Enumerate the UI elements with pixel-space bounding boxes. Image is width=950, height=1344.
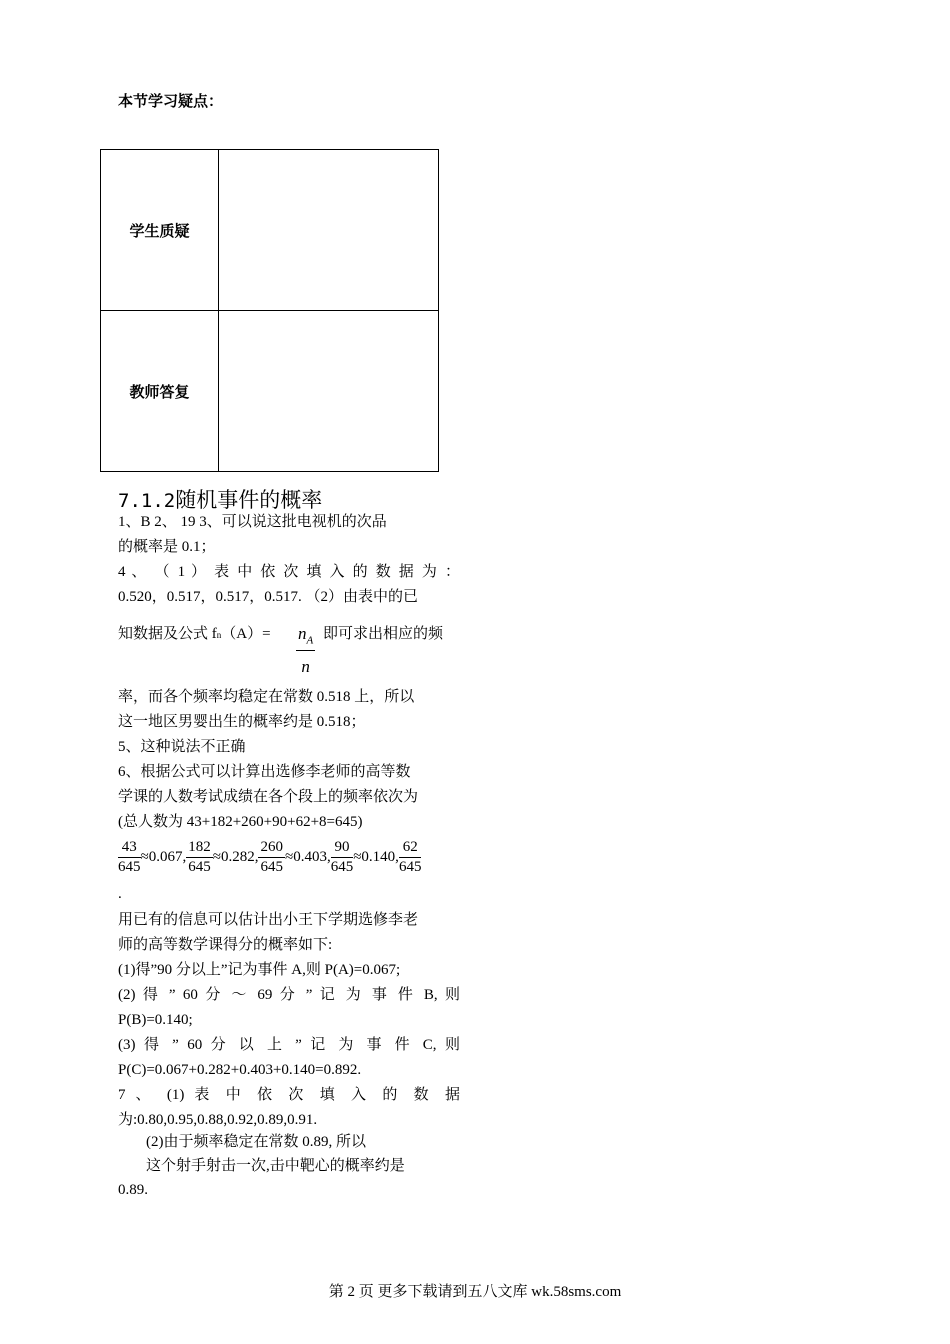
page-footer: 第 2 页 更多下载请到五八文库 wk.58sms.com [328,1284,622,1300]
answer-line: (2)由于频率稳定在常数 0.89, 所以 [146,1134,366,1150]
doubts-table [100,149,439,472]
answer-line: 率，而各个频率均稳定在常数 0.518 上，所以 [118,689,415,705]
fraction-approx: ≈0.403, [284,848,331,865]
fraction-approx: ≈0.282, [212,848,259,865]
student-question-cell[interactable] [219,150,439,311]
teacher-reply-cell[interactable] [219,311,439,472]
answer-line: 师的高等数学课得分的概率如下: [118,937,333,953]
answer-line: 0.520，0.517，0.517，0.517. （2）由表中的已 [118,589,419,605]
formula-subscript: n [216,630,222,640]
formula-prefix: 知数据及公式 f [118,626,217,642]
answer-line: 为:0.80,0.95,0.88,0.92,0.89,0.91. [118,1112,318,1128]
answer-line: P(C)=0.067+0.282+0.403+0.140=0.892. [118,1062,362,1078]
fraction: $\frac{182}{645}$ [188,839,211,875]
section-title [118,484,322,514]
answer-line: 6、根据公式可以计算出选修李老师的高等数 [118,764,411,780]
answer-line: 0.89. [118,1182,148,1198]
formula-line [118,624,460,677]
answer-line: (3) 得 ” 60 分 以 上 ” 记 为 事 件 C, 则 [118,1037,460,1053]
answer-line: 5、这种说法不正确 [118,739,246,755]
teacher-reply-label: 教师答复 [101,311,219,472]
fraction: $\frac{260}{645}$ [260,839,283,875]
answer-line: 用已有的信息可以估计出小王下学期选修李老 [118,912,419,928]
answer-line: 的概率是 0.1； [118,539,216,555]
fraction-numerator-sub: A [306,634,314,647]
doubts-heading: 本节学习疑点： [118,92,224,110]
answer-line: 这一地区男婴出生的概率约是 0.518； [118,714,366,730]
answer-line: 7 、 (1) 表 中 依 次 填 入 的 数 据 [118,1087,460,1103]
answer-line: (1)得”90 分以上”记为事件 A,则 P(A)=0.067; [118,962,401,978]
fraction-approx: ≈0.067, [140,848,187,865]
fraction: $\frac{90}{645}$ [330,839,354,875]
fraction-approx: ≈0.140, [353,848,399,865]
fraction-nA-over-n [296,624,315,676]
answer-line: (总人数为 43+182+260+90+62+8=645) [118,814,363,830]
answer-line: P(B)=0.140; [118,1012,193,1028]
fraction: $\frac{62}{645}$ [398,839,422,875]
student-question-label: 学生质疑 [101,150,219,311]
answer-line: 这个射手射击一次,击中靶心的概率约是 [146,1158,405,1174]
formula-mid: （A）= [221,626,271,642]
fraction-numerator: n [298,624,307,643]
answer-line: 学课的人数考试成绩在各个段上的频率依次为 [118,789,419,805]
fraction: $\frac{43}{645}$ [118,839,141,875]
frequency-fractions-line [118,838,478,884]
section-number: 7.1.2 [118,490,176,512]
section-title-text: 随机事件的概率 [175,488,323,512]
answer-line: (2) 得 ” 60 分 ～ 69 分 ” 记 为 事 件 B, 则 [118,987,460,1003]
period-mark: . [118,886,122,902]
fraction-denominator: n [301,657,310,677]
answer-line: 4 、 （ 1 ） 表 中 依 次 填 入 的 数 据 为 ： [118,564,460,580]
answer-line: 1、B 2、 19 3、可以说这批电视机的次品 [118,514,387,530]
formula-suffix: 即可求出相应的频 [323,626,444,642]
